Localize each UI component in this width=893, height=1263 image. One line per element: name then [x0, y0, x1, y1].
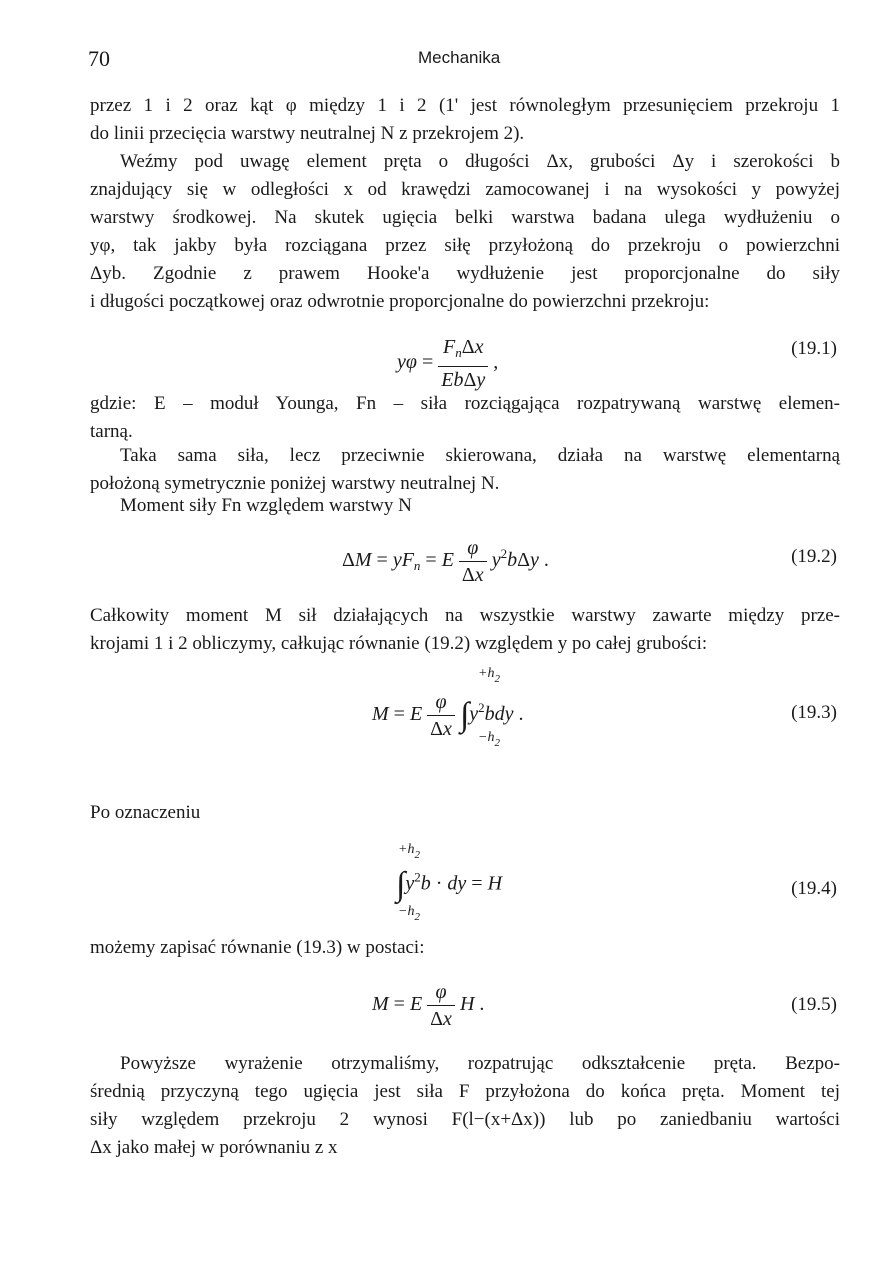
paragraph-line: do linii przecięcia warstwy neutralnej N z przekrojem 2).: [90, 123, 525, 144]
paragraph-line: położoną symetrycznie poniżej warstwy neutralnej N.: [90, 473, 500, 494]
paragraph-line: Δx jako małej w porównaniu z x: [90, 1137, 338, 1158]
equation-19-1: [0, 318, 893, 391]
equation-number: (19.5): [791, 994, 837, 1015]
equation-number: (19.2): [791, 546, 837, 567]
paragraph-9: [90, 1050, 840, 1162]
paragraph-line: i długości początkowej oraz odwrotnie proporcjonalne do powierzchni przekroju:: [90, 291, 710, 312]
page-number: 70: [88, 46, 110, 71]
lower-limit: $-h_2$: [478, 730, 500, 749]
equation-number: (19.1): [791, 338, 837, 359]
paragraph-line: Po oznaczeniu: [90, 802, 201, 823]
paragraph-line: Całkowity moment M sił działających na wszystkie warstwy zawarte między prze-: [90, 605, 840, 626]
paragraph-3: [90, 390, 840, 446]
equation-19-4: [0, 838, 893, 938]
paragraph-line: Powyższe wyrażenie otrzymaliśmy, rozpatrując odkształcenie pręta. Bezpo-: [120, 1053, 840, 1074]
paragraph-line: siły względem przekroju 2 wynosi F(l−(x+Δx)) lub po zaniedbaniu wartości: [90, 1109, 840, 1130]
equation-19-3: [0, 662, 893, 762]
paragraph-line: warstwy środkowej. Na skutek ugięcia belki warstwa badana ulega wydłużeniu o: [90, 207, 840, 228]
paragraph-2: [90, 148, 840, 316]
equation-19-5: [0, 976, 893, 1036]
paragraph-line: Δyb. Zgodnie z prawem Hooke'a wydłużenie jest proporcjonalne do siły: [90, 263, 840, 284]
lower-limit: $-h_2$: [398, 904, 420, 923]
equation-body: yφ = $\frac{F_n\Delta x}{\text{EbΔy}}$ ,: [397, 336, 499, 391]
paragraph-line: yφ, tak jakby była rozciągana przez siłę przyłożoną do przekroju o powierzchni: [90, 235, 840, 256]
paragraph-line: tarną.: [90, 421, 133, 442]
paragraph-line: Moment siły Fn względem warstwy N: [120, 495, 412, 516]
equation-body: M = E $\frac{\varphi}{\Delta x}$ H .: [372, 981, 485, 1030]
paragraph-line: Weźmy pod uwagę element pręta o długości Δx, grubości Δy i szerokości b: [120, 151, 840, 172]
equation-number: (19.4): [791, 878, 837, 899]
paragraph-line: gdzie: E – moduł Younga, Fn – siła rozciągająca rozpatrywaną warstwę elemen-: [90, 393, 840, 414]
paragraph-5: [90, 492, 840, 520]
paragraph-line: przez 1 i 2 oraz kąt φ między 1 i 2 (1' jest równoległym przesunięciem przekroju 1: [90, 95, 840, 116]
paragraph-line: Taka sama siła, lecz przeciwnie skierowana, działa na warstwę elementarną: [120, 445, 840, 466]
equation-body: M = E $\frac{\varphi}{\Delta x}$ $\int y^2bdy$ .: [372, 691, 524, 740]
equation-number: (19.3): [791, 702, 837, 723]
running-head: Mechanika: [418, 48, 501, 67]
upper-limit: $+h_2$: [478, 666, 500, 685]
paragraph-6: [90, 602, 840, 658]
equation-19-2: [0, 530, 893, 590]
paragraph-1: [90, 92, 840, 148]
paragraph-line: średnią przyczyną tego ugięcia jest siła F przyłożona do końca pręta. Moment tej: [90, 1081, 840, 1102]
equation-body: $\int y^2b$ · dy = H: [396, 866, 503, 903]
paragraph-line: krojami 1 i 2 obliczymy, całkując równanie (19.2) względem y po całej grubości:: [90, 633, 708, 654]
paragraph-line: możemy zapisać równanie (19.3) w postaci:: [90, 937, 425, 958]
paragraph-4: [90, 442, 840, 498]
paragraph-7: [90, 799, 840, 827]
paragraph-8: [90, 934, 840, 962]
upper-limit: $+h_2$: [398, 842, 420, 861]
equation-body: $\Delta M = yF_n = E$ $\frac{\varphi}{\Delta x}$ $y^2b\Delta y$ .: [342, 537, 549, 586]
paragraph-line: znajdujący się w odległości x od krawędzi zamocowanej i na wysokości y powyżej: [90, 179, 840, 200]
